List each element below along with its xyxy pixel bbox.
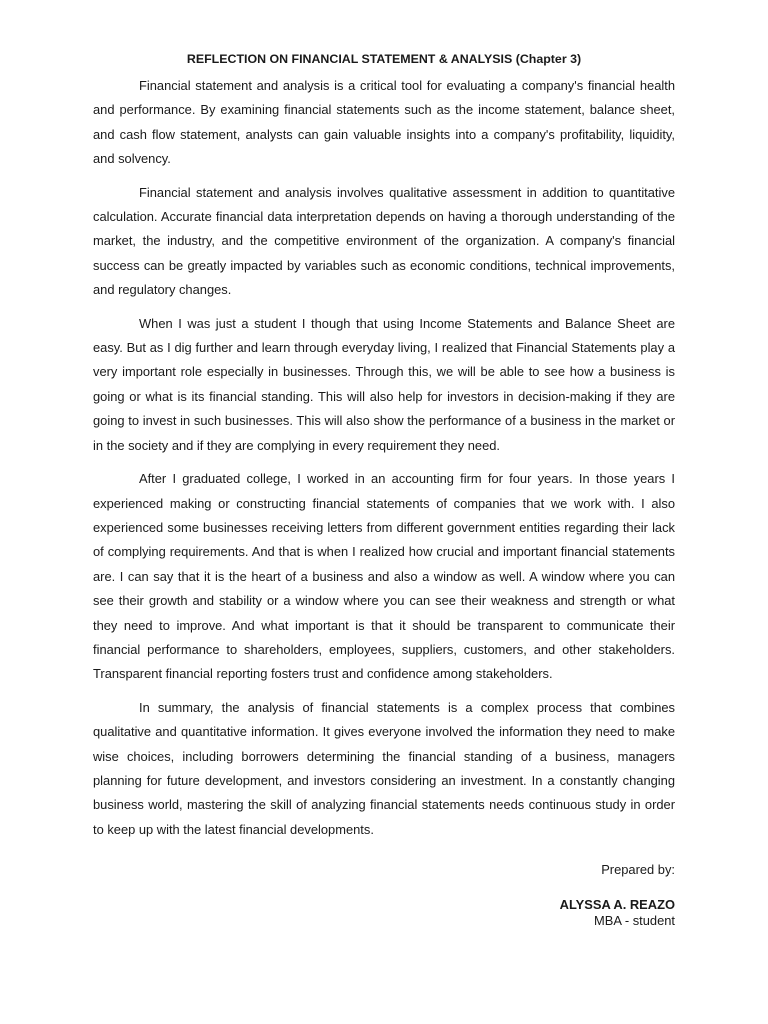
author-role: MBA - student [594,913,675,929]
paragraph-summary: In summary, the analysis of financial statements is a complex process that combines qualitative and quantitative information. It gives everyone involved the information they need to make wise choices, including borrowers determining the financial standing of a business, managers planning for future development, and investors considering an investment. In a constantly changing business world, mastering the skill of analyzing financial statements needs continuous study in order to keep up with the latest financial developments. [93,699,675,837]
paragraph-student: When I was just a student I though that using Income Statements and Balance Sheet are easy. But as I dig further and learn through everyday living, I realized that Financial Statements play a very important role especially in businesses. Through this, we will be able to see how a business is going or what is its financial standing. This will also help for investors in decision-making if they are going to invest in such businesses. This will also show the performance of a business in the market or in the society and if they are complying in every requirement they need. [93,315,675,453]
prepared-by-label: Prepared by: [601,862,675,878]
paragraph-intro: Financial statement and analysis is a critical tool for evaluating a company's financial health and performance. By examining financial statements such as the income statement, balance sheet, and cash flow statement, analysts can gain valuable insights into a company's profitability, liquidity, and solvency. [93,78,675,167]
paragraph-qualitative: Financial statement and analysis involves qualitative assessment in addition to quantitative calculation. Accurate financial data interpretation depends on having a thorough understanding of the market, the industry, and the competitive environment of the organization. A company's financial success can be greatly impacted by variables such as economic conditions, technical improvements, and regulatory changes. [93,184,675,298]
author-name: ALYSSA A. REAZO [559,897,675,913]
signature-block [93,860,675,928]
paragraph-experience: After I graduated college, I worked in an accounting firm for four years. In those years I experienced making or constructing financial statements of companies that we work with. I also experienced some businesses receiving letters from different government entities regarding their lack of complying requirements. And that is when I realized how crucial and important financial statements are. I can say that it is the heart of a business and also a window as well. A window where you can see their growth and stability or a window where you can see their weakness and strength or what they need to improve. And what important is that it should be transparent to communicate their financial performance to shareholders, employees, suppliers, customers, and other stakeholders. Transparent financial reporting fosters trust and confidence among stakeholders. [93,471,675,682]
document-title: REFLECTION ON FINANCIAL STATEMENT & ANALYSIS (Chapter 3) [186,52,582,66]
